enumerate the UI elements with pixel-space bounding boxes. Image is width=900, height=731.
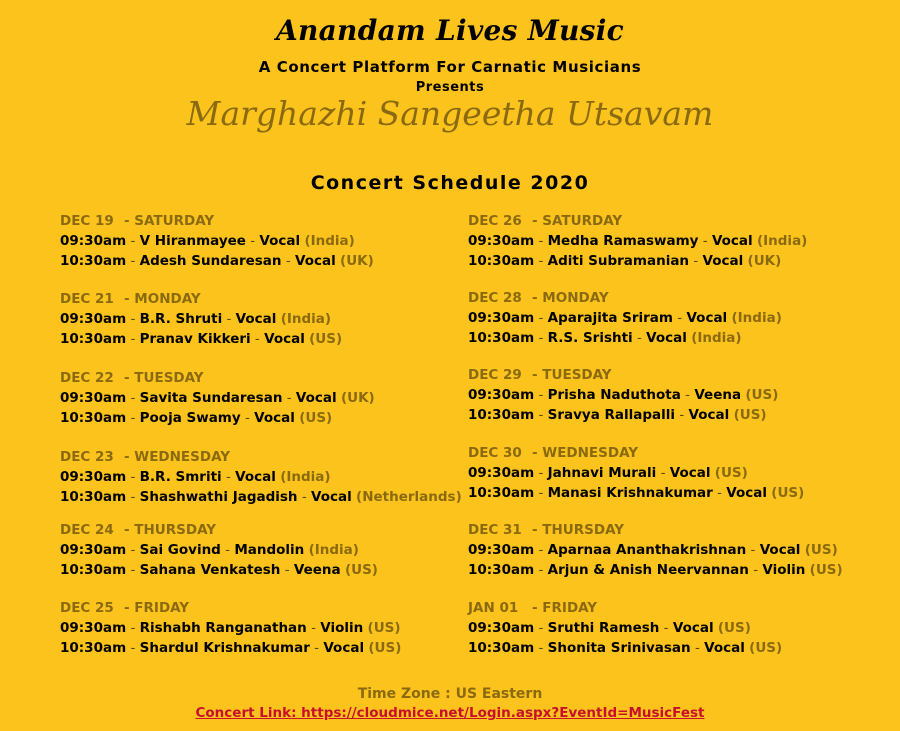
day-date: DEC 22	[60, 370, 114, 386]
slot-time: 10:30am	[60, 489, 127, 505]
day-weekday: - MONDAY	[532, 290, 609, 306]
day-header	[60, 520, 460, 540]
artist-name: Aparnaa Ananthakrishnan	[547, 542, 747, 558]
schedule-day	[468, 520, 868, 580]
country: (India)	[308, 542, 359, 558]
instrument: Vocal	[295, 390, 337, 406]
concert-slot: 09:30am - Rishabh Ranganathan - Violin (US)	[60, 620, 401, 636]
concert-slot: 09:30am - Aparnaa Ananthakrishnan - Vocal (US)	[468, 542, 838, 558]
country: (US)	[368, 640, 402, 656]
concert-slot: 10:30am - R.S. Srishti - Vocal (India)	[468, 330, 742, 346]
concert-slot: 09:30am - Medha Ramaswamy - Vocal (India)	[468, 233, 808, 249]
instrument: Vocal	[311, 489, 352, 505]
country: (US)	[309, 331, 343, 347]
instrument: Vocal	[235, 311, 277, 327]
slot-time: 10:30am	[60, 640, 127, 656]
slot-time: 10:30am	[468, 562, 535, 578]
country: (UK)	[747, 253, 782, 269]
day-header	[60, 289, 460, 309]
country: (India)	[280, 311, 332, 327]
artist-name: Medha Ramaswamy	[547, 233, 699, 249]
schedule-day	[468, 443, 868, 503]
concert-slot: 09:30am - Sruthi Ramesh - Vocal (US)	[468, 620, 751, 636]
artist-name: B.R. Shruti	[139, 311, 223, 327]
day-header	[468, 288, 868, 308]
instrument: Vocal	[254, 410, 295, 426]
day-date: DEC 23	[60, 449, 114, 465]
day-header	[468, 598, 868, 618]
schedule-day	[60, 447, 460, 507]
day-weekday: - WEDNESDAY	[532, 445, 639, 461]
slot-time: 10:30am	[468, 640, 535, 656]
day-header	[468, 520, 868, 540]
artist-name: Sai Govind	[139, 542, 221, 558]
artist-name: Pranav Kikkeri	[139, 331, 251, 347]
artist-name: Aparajita Sriram	[547, 310, 673, 326]
concert-slot: 10:30am - Arjun & Anish Neervannan - Violin (US)	[468, 562, 843, 578]
day-date: DEC 21	[60, 291, 114, 307]
concert-slot: 09:30am - Savita Sundaresan - Vocal (UK)	[60, 390, 375, 406]
slot-time: 09:30am	[468, 233, 535, 249]
day-date: DEC 26	[468, 213, 522, 229]
instrument: Vocal	[295, 253, 336, 269]
slot-time: 09:30am	[60, 311, 127, 327]
slot-time: 09:30am	[468, 620, 535, 636]
artist-name: Shashwathi Jagadish	[139, 489, 298, 505]
instrument: Vocal	[686, 310, 728, 326]
timezone-note: Time Zone : US Eastern	[357, 686, 543, 702]
concert-slot: 09:30am - B.R. Shruti - Vocal (India)	[60, 311, 332, 327]
country: (US)	[299, 410, 333, 426]
instrument: Veena	[293, 562, 341, 578]
schedule-day	[60, 598, 460, 658]
day-header	[60, 598, 460, 618]
artist-name: Manasi Krishnakumar	[547, 485, 713, 501]
artist-name: Sruthi Ramesh	[547, 620, 660, 636]
instrument: Vocal	[711, 233, 753, 249]
country: (India)	[691, 330, 742, 346]
schedule-day	[60, 520, 460, 580]
country: (India)	[756, 233, 808, 249]
country: (US)	[367, 620, 401, 636]
day-date: DEC 19	[60, 213, 114, 229]
slot-time: 10:30am	[468, 330, 535, 346]
instrument: Vocal	[669, 465, 711, 481]
instrument: Violin	[762, 562, 806, 578]
day-date: DEC 30	[468, 445, 522, 461]
slot-time: 10:30am	[60, 562, 127, 578]
day-header	[60, 211, 460, 231]
day-weekday: - TUESDAY	[532, 367, 612, 383]
instrument: Vocal	[264, 331, 305, 347]
instrument: Vocal	[672, 620, 714, 636]
instrument: Vocal	[235, 469, 276, 485]
schedule-day	[60, 211, 460, 271]
slot-time: 10:30am	[468, 407, 535, 423]
tagline: A Concert Platform For Carnatic Musicians	[258, 58, 642, 76]
instrument: Mandolin	[234, 542, 305, 558]
instrument: Violin	[320, 620, 364, 636]
day-weekday: - TUESDAY	[124, 370, 204, 386]
concert-slot: 09:30am - Prisha Naduthota - Veena (US)	[468, 387, 779, 403]
slot-time: 09:30am	[60, 542, 127, 558]
instrument: Vocal	[726, 485, 767, 501]
instrument: Vocal	[646, 330, 687, 346]
concert-slot: 09:30am - Aparajita Sriram - Vocal (India)	[468, 310, 782, 326]
day-weekday: - THURSDAY	[532, 522, 625, 538]
artist-name: V Hiranmayee	[139, 233, 246, 249]
instrument: Veena	[694, 387, 742, 403]
artist-name: Shardul Krishnakumar	[139, 640, 310, 656]
slot-time: 09:30am	[468, 465, 535, 481]
artist-name: Shonita Srinivasan	[547, 640, 691, 656]
artist-name: Sravya Rallapalli	[547, 407, 676, 423]
instrument: Vocal	[688, 407, 730, 423]
artist-name: Adesh Sundaresan	[139, 253, 282, 269]
slot-time: 10:30am	[60, 410, 127, 426]
artist-name: Rishabh Ranganathan	[139, 620, 307, 636]
schedule-day	[60, 368, 460, 428]
concert-slot: 10:30am - Sahana Venkatesh - Veena (US)	[60, 562, 378, 578]
concert-slot: 09:30am - Sai Govind - Mandolin (India)	[60, 542, 359, 558]
day-date: DEC 31	[468, 522, 522, 538]
country: (India)	[731, 310, 782, 326]
country: (UK)	[340, 390, 375, 406]
day-header	[60, 368, 460, 388]
concert-slot: 10:30am - Pooja Swamy - Vocal (US)	[60, 410, 333, 426]
day-weekday: - MONDAY	[124, 291, 201, 307]
country: (US)	[809, 562, 843, 578]
instrument: Vocal	[323, 640, 365, 656]
concert-slot: 09:30am - Jahnavi Murali - Vocal (US)	[468, 465, 748, 481]
day-date: DEC 25	[60, 600, 114, 616]
concert-link[interactable]: Concert Link: https://cloudmice.net/Login.aspx?EventId=MusicFest	[195, 705, 705, 721]
concert-slot: 10:30am - Shonita Srinivasan - Vocal (US)	[468, 640, 783, 656]
country: (US)	[733, 407, 767, 423]
slot-time: 10:30am	[60, 253, 127, 269]
artist-name: Jahnavi Murali	[547, 465, 657, 481]
day-weekday: - WEDNESDAY	[124, 449, 231, 465]
country: (India)	[280, 469, 331, 485]
country: (US)	[745, 387, 779, 403]
schedule-day	[468, 211, 868, 271]
artist-name: Aditi Subramanian	[547, 253, 690, 269]
concert-slot: 10:30am - Shashwathi Jagadish - Vocal (Netherlands)	[60, 489, 462, 505]
day-header	[468, 211, 868, 231]
day-date: DEC 28	[468, 290, 522, 306]
country: (US)	[717, 620, 751, 636]
country: (US)	[771, 485, 805, 501]
day-date: DEC 29	[468, 367, 522, 383]
country: (US)	[344, 562, 378, 578]
slot-time: 09:30am	[60, 620, 127, 636]
day-header	[468, 443, 868, 463]
concert-slot: 10:30am - Aditi Subramanian - Vocal (UK)	[468, 253, 782, 269]
country: (Netherlands)	[356, 489, 462, 505]
artist-name: Sahana Venkatesh	[139, 562, 281, 578]
artist-name: Prisha Naduthota	[547, 387, 681, 403]
slot-time: 09:30am	[60, 469, 127, 485]
day-header	[468, 365, 868, 385]
day-weekday: - SATURDAY	[124, 213, 215, 229]
schedule-day	[60, 289, 460, 349]
slot-time: 09:30am	[468, 310, 535, 326]
instrument: Vocal	[702, 253, 744, 269]
artist-name: Savita Sundaresan	[139, 390, 283, 406]
schedule-title: Concert Schedule 2020	[310, 172, 590, 194]
day-header	[60, 447, 460, 467]
concert-slot: 10:30am - Shardul Krishnakumar - Vocal (US)	[60, 640, 402, 656]
schedule-day	[468, 365, 868, 425]
instrument: Vocal	[259, 233, 301, 249]
artist-name: Arjun & Anish Neervannan	[547, 562, 749, 578]
country: (US)	[804, 542, 838, 558]
presents-label: Presents	[415, 80, 485, 95]
slot-time: 10:30am	[60, 331, 127, 347]
day-weekday: - THURSDAY	[124, 522, 217, 538]
slot-time: 09:30am	[468, 387, 535, 403]
instrument: Vocal	[759, 542, 801, 558]
brand-title: Anandam Lives Music	[275, 14, 625, 47]
day-date: JAN 01	[468, 600, 519, 616]
country: (US)	[714, 465, 748, 481]
concert-slot: 10:30am - Adesh Sundaresan - Vocal (UK)	[60, 253, 374, 269]
concert-slot: 09:30am - V Hiranmayee - Vocal (India)	[60, 233, 355, 249]
concert-slot: 10:30am - Pranav Kikkeri - Vocal (US)	[60, 331, 343, 347]
slot-time: 10:30am	[468, 253, 535, 269]
country: (UK)	[340, 253, 374, 269]
slot-time: 09:30am	[468, 542, 535, 558]
country: (US)	[749, 640, 783, 656]
concert-slot: 09:30am - B.R. Smriti - Vocal (India)	[60, 469, 331, 485]
artist-name: R.S. Srishti	[547, 330, 633, 346]
schedule-day	[468, 598, 868, 658]
country: (India)	[304, 233, 355, 249]
slot-time: 10:30am	[468, 485, 535, 501]
concert-slot: 10:30am - Sravya Rallapalli - Vocal (US)	[468, 407, 767, 423]
day-weekday: - FRIDAY	[124, 600, 190, 616]
day-date: DEC 24	[60, 522, 114, 538]
concert-slot: 10:30am - Manasi Krishnakumar - Vocal (US)	[468, 485, 805, 501]
schedule-day	[468, 288, 868, 348]
slot-time: 09:30am	[60, 390, 127, 406]
artist-name: B.R. Smriti	[139, 469, 222, 485]
slot-time: 09:30am	[60, 233, 127, 249]
day-weekday: - SATURDAY	[532, 213, 623, 229]
instrument: Vocal	[704, 640, 745, 656]
festival-title: Marghazhi Sangeetha Utsavam	[186, 94, 714, 133]
day-weekday: - FRIDAY	[532, 600, 598, 616]
artist-name: Pooja Swamy	[139, 410, 241, 426]
